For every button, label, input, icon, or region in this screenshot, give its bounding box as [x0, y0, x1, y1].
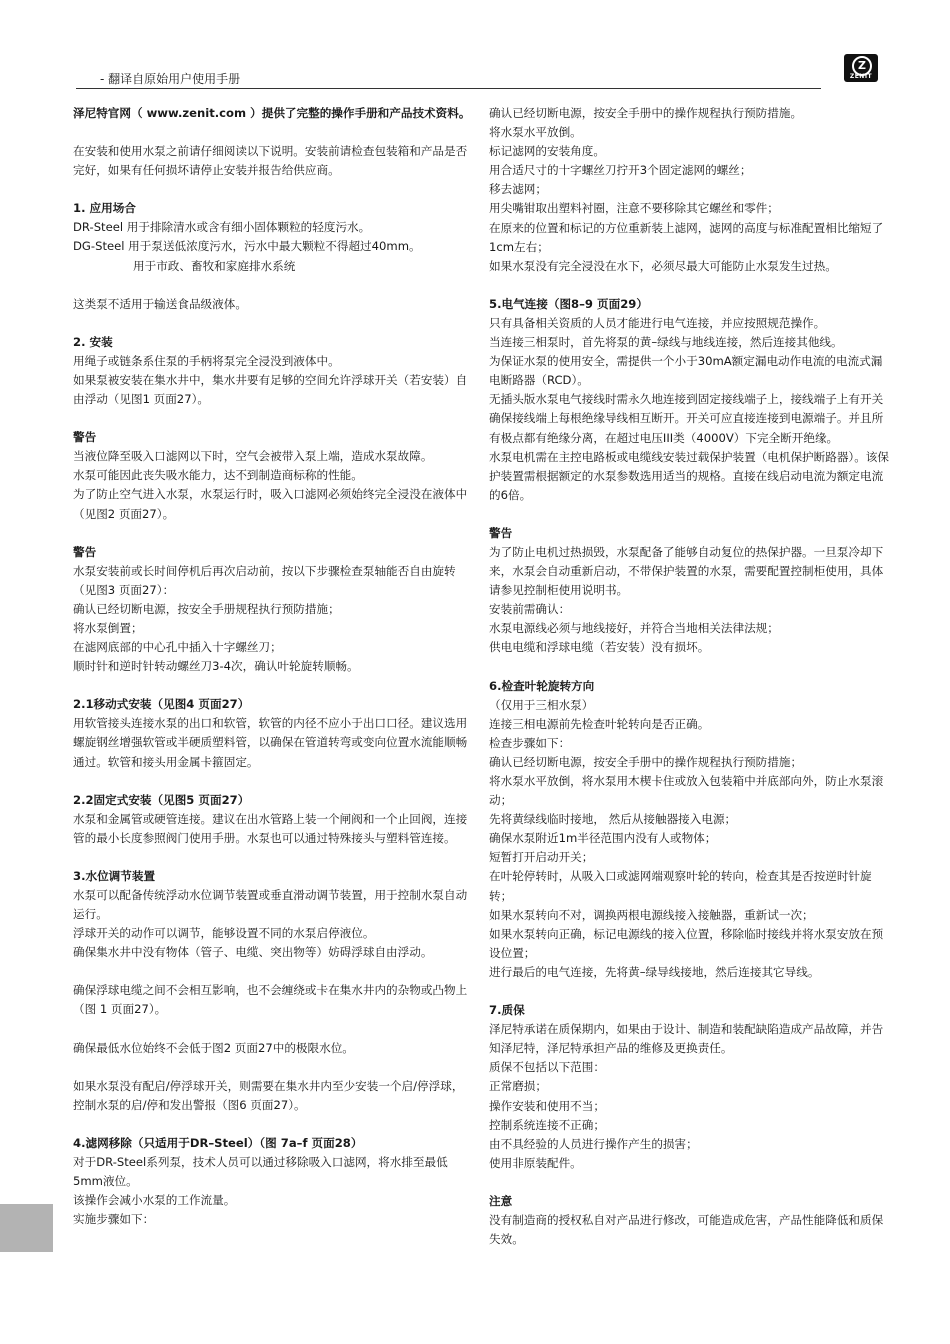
paragraph: 如果水泵没有配启/停浮球开关，则需要在集水井内至少安装一个启/停浮球，控制水泵的启/停和发出警报（图6 页面27）。: [73, 1078, 464, 1112]
paragraph: 在原来的位置和标记的方位重新装上滤网，滤网的高度与标准配置相比缩短了1cm左右；: [489, 220, 884, 254]
right-column: [489, 104, 889, 1249]
paragraph: 连接三相电源前先检查叶轮转向是否正确。: [489, 716, 710, 731]
paragraph: 用于市政、畜牧和家庭排水系统: [133, 258, 296, 273]
paragraph: 将水泵倒置；: [73, 620, 143, 635]
paragraph: 确保最低水位始终不会低于图2 页面27中的极限水位。: [73, 1040, 354, 1055]
paragraph: 确认已经切断电源，按安全手册规程执行预防措施；: [73, 601, 340, 616]
header-title: - 翻译自原始用户使用手册: [100, 72, 241, 86]
paragraph: 短暂打开启动开关；: [489, 850, 594, 865]
paragraph: 如果水泵转向正确，标记电源线的接入位置，移除临时接线并将水泵安放在预设位置；: [489, 926, 884, 960]
paragraph: 确认已经切断电源，按安全手册中的操作规程执行预防措施；: [489, 754, 803, 769]
paragraph: DG-Steel 用于泵送低浓度污水，污水中最大颗粒不得超过40mm。: [73, 239, 421, 254]
paragraph: 由不具经验的人员进行操作产生的损害；: [489, 1136, 698, 1151]
section-heading: 警告: [73, 544, 97, 559]
paragraph: 当连接三相泵时，首先将泵的黄–绿线与地线连接，然后连接其他线。: [489, 335, 843, 350]
paragraph: 控制系统连接不正确；: [489, 1117, 605, 1132]
paragraph: 当液位降至吸入口滤网以下时，空气会被带入泵上端，造成水泵故障。: [73, 449, 433, 464]
section-heading: 2.2固定式安装（见图5 页面27）: [73, 792, 250, 807]
section-heading: 5.电气连接（图8–9 页面29）: [489, 296, 648, 311]
section-heading: 注意: [489, 1193, 513, 1208]
paragraph: 使用非原装配件。: [489, 1155, 582, 1170]
logo-z-icon: Z: [852, 56, 872, 76]
paragraph: 将水泵水平放倒，将水泵用木楔卡住或放入包装箱中并底部向外，防止水泵滚动；: [489, 774, 884, 808]
header-divider: [76, 88, 821, 89]
paragraph: 在叶轮停转时，从吸入口或滤网端观察叶轮的转向，检查其是否按逆时针旋转；: [489, 869, 872, 903]
paragraph: 操作安装和使用不当；: [489, 1098, 605, 1113]
paragraph: 只有具备相关资质的人员才能进行电气连接，并应按照规范操作。: [489, 315, 826, 330]
paragraph: 质保不包括以下范围：: [489, 1060, 605, 1075]
page-header: [0, 0, 950, 95]
section-heading: 2.1移动式安装（见图4 页面27）: [73, 697, 250, 712]
paragraph: （仅用于三相水泵）: [489, 697, 594, 712]
page-side-tab: [0, 1204, 53, 1252]
paragraph: 这类泵不适用于输送食品级液体。: [73, 296, 247, 311]
paragraph: 在滤网底部的中心孔中插入十字螺丝刀；: [73, 640, 282, 655]
paragraph: 对于DR-Steel系列泵，技术人员可以通过移除吸入口滤网，将水排至最低5mm液位。: [73, 1154, 448, 1189]
paragraph: 在安装和使用水泵之前请仔细阅读以下说明。安装前请检查包装箱和产品是否完好，如果有任何损坏请停止安装并报告给供应商。: [73, 144, 468, 178]
paragraph: 标记滤网的安装角度。: [489, 144, 605, 159]
section-heading: 3.水位调节装置: [73, 868, 156, 883]
paragraph: 先将黄绿线临时接地， 然后从接触器接入电源；: [489, 812, 737, 827]
paragraph: 安装前需确认：: [489, 602, 571, 617]
paragraph: 水泵和金属管或硬管连接。建议在出水管路上装一个闸阀和一个止回阀，连接管的最小长度参照阀门使用手册。水泵也可以通过特殊接头与塑料管连接。: [73, 811, 468, 845]
left-column: [73, 104, 473, 1229]
paragraph: 水泵安装前或长时间停机后再次启动前，按以下步骤检查泵轴能否自由旋转（见图3 页面27）：: [73, 563, 456, 597]
paragraph: 正常磨损；: [489, 1079, 547, 1094]
paragraph: 确保浮球电缆之间不会相互影响，也不会缠绕或卡在集水井内的杂物或凸物上（图 1 页面27）。: [73, 983, 468, 1017]
paragraph: 将水泵水平放倒。: [489, 125, 582, 140]
paragraph: 移去滤网；: [489, 182, 547, 197]
paragraph: 用软管接头连接水泵的出口和软管，软管的内径不应小于出口口径。建议选用螺旋钢丝增强软管或半硬质塑料管，以确保在管道转弯或变向位置水流能顺畅通过。软管和接头用金属卡箍固定。: [73, 716, 468, 769]
paragraph: 实施步骤如下：: [73, 1212, 155, 1227]
paragraph: 用尖嘴钳取出塑料衬圈，注意不要移除其它螺丝和零件；: [489, 201, 779, 216]
paragraph: 水泵可以配备传统浮动水位调节装置或垂直滑动调节装置，用于控制水泵自动运行。: [73, 888, 468, 922]
paragraph: 检查步骤如下：: [489, 735, 571, 750]
section-heading: 2. 安装: [73, 334, 113, 349]
paragraph: 如果泵被安装在集水井中，集水井要有足够的空间允许浮球开关（若安装）自由浮动（见图1 页面27）。: [73, 372, 468, 407]
section-heading: 4.滤网移除（只适用于DR–Steel）（图 7a–f 页面28）: [73, 1135, 363, 1150]
paragraph: 无插头版水泵电气接线时需永久地连接到固定接线端子上，接线端子上有开关确保接线端上每根绝缘导线相互断开。开关可应直接连接到电源端子。并且所有极点都有绝缘分离，在超过电压III类（4000V）下完全断开绝缘。: [489, 392, 884, 445]
paragraph: 水泵电源线必须与地线接好，并符合当地相关法律法规；: [489, 621, 779, 636]
zenit-logo: [844, 54, 878, 82]
section-heading: 6.检查叶轮旋转方向: [489, 678, 595, 693]
paragraph: 用合适尺寸的十字螺丝刀拧开3个固定滤网的螺丝；: [489, 163, 752, 178]
section-heading: 警告: [489, 525, 513, 540]
paragraph: 如果水泵没有完全浸没在水下，必须尽最大可能防止水泵发生过热。: [489, 258, 837, 273]
paragraph: 为保证水泵的使用安全，需提供一个小于30mA额定漏电动作电流的电流式漏电断路器（RCD）。: [489, 354, 883, 388]
paragraph: 顺时针和逆时针转动螺丝刀3-4次，确认叶轮旋转顺畅。: [73, 659, 359, 674]
paragraph: DR-Steel 用于排除清水或含有细小固体颗粒的轻度污水。: [73, 220, 371, 235]
paragraph: 该操作会减小水泵的工作流量。: [73, 1193, 236, 1208]
paragraph: 如果水泵转向不对，调换两根电源线接入接触器，重新试一次；: [489, 907, 814, 922]
paragraph: 确保水泵附近1m半径范围内没有人或物体；: [489, 831, 717, 846]
paragraph: 确保集水井中没有物体（管子、电缆、突出物等）妨碍浮球自由浮动。: [73, 945, 433, 960]
section-heading: 7.质保: [489, 1003, 525, 1018]
logo-text: ZENIT: [849, 73, 873, 80]
paragraph: 水泵可能因此丧失吸水能力，达不到制造商标称的性能。: [73, 468, 363, 483]
paragraph: 没有制造商的授权私自对产品进行修改，可能造成危害，产品性能降低和质保失效。: [489, 1212, 884, 1247]
paragraph: 进行最后的电气连接，先将黄–绿导线接地，然后连接其它导线。: [489, 964, 820, 979]
paragraph: 确认已经切断电源，按安全手册中的操作规程执行预防措施。: [489, 106, 803, 120]
paragraph: 用绳子或链条系住泵的手柄将泵完全浸没到液体中。: [73, 353, 340, 368]
paragraph: 水泵电机需在主控电路板或电缆线安装过载保护装置（电机保护断路器）。该保护装置需根据额定的水泵参数选用适当的规格。直接在线启动电流为额定电流的6倍。: [489, 449, 889, 502]
paragraph: 为了防止空气进入水泵，水泵运行时，吸入口滤网必须始终完全浸没在液体中（见图2 页面27）。: [73, 487, 468, 521]
paragraph: 泽尼特承诺在质保期内，如果由于设计、制造和装配缺陷造成产品故障，并告知泽尼特，泽尼特承担产品的维修及更换责任。: [489, 1022, 884, 1056]
paragraph: 供电电缆和浮球电缆（若安装）没有损坏。: [489, 640, 710, 655]
paragraph: 为了防止电机过热损毁，水泵配备了能够自动复位的热保护器。一旦泵冷却下来，水泵会自动重新启动，不带保护装置的水泵，需要配置控制柜使用，具体请参见控制柜使用说明书。: [489, 544, 884, 598]
section-heading: 1. 应用场合: [73, 201, 136, 216]
paragraph: 浮球开关的动作可以调节，能够设置不同的水泵启停液位。: [73, 926, 375, 941]
section-heading: 泽尼特官网（ www.zenit.com ）提供了完整的操作手册和产品技术资料。: [73, 106, 471, 120]
section-heading: 警告: [73, 430, 97, 445]
